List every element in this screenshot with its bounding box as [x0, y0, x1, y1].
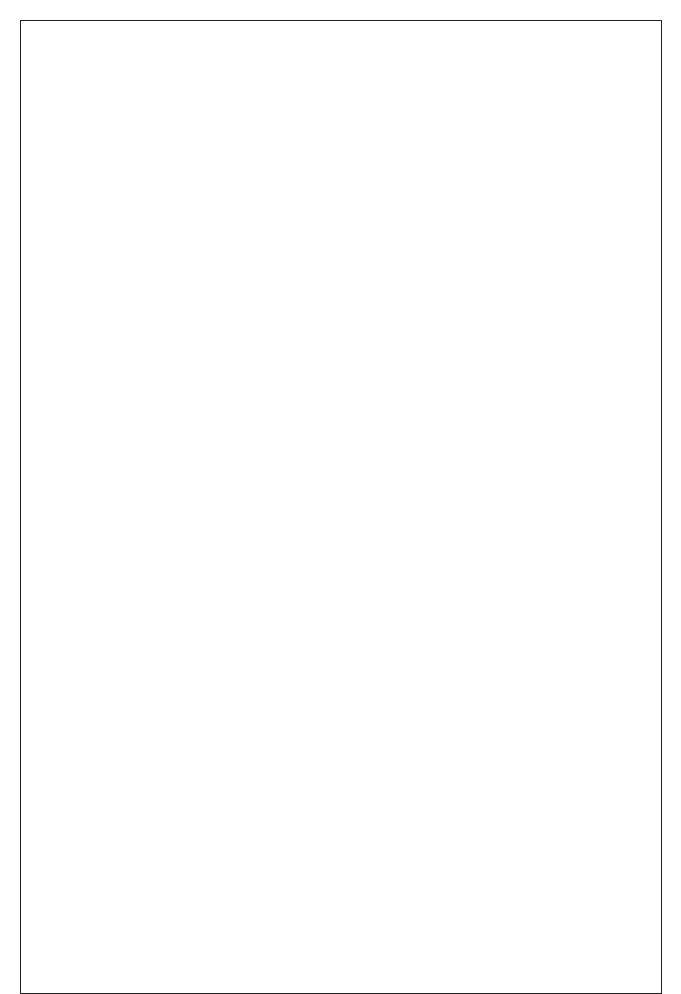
page-title	[21, 132, 661, 144]
notice-page	[20, 20, 662, 994]
